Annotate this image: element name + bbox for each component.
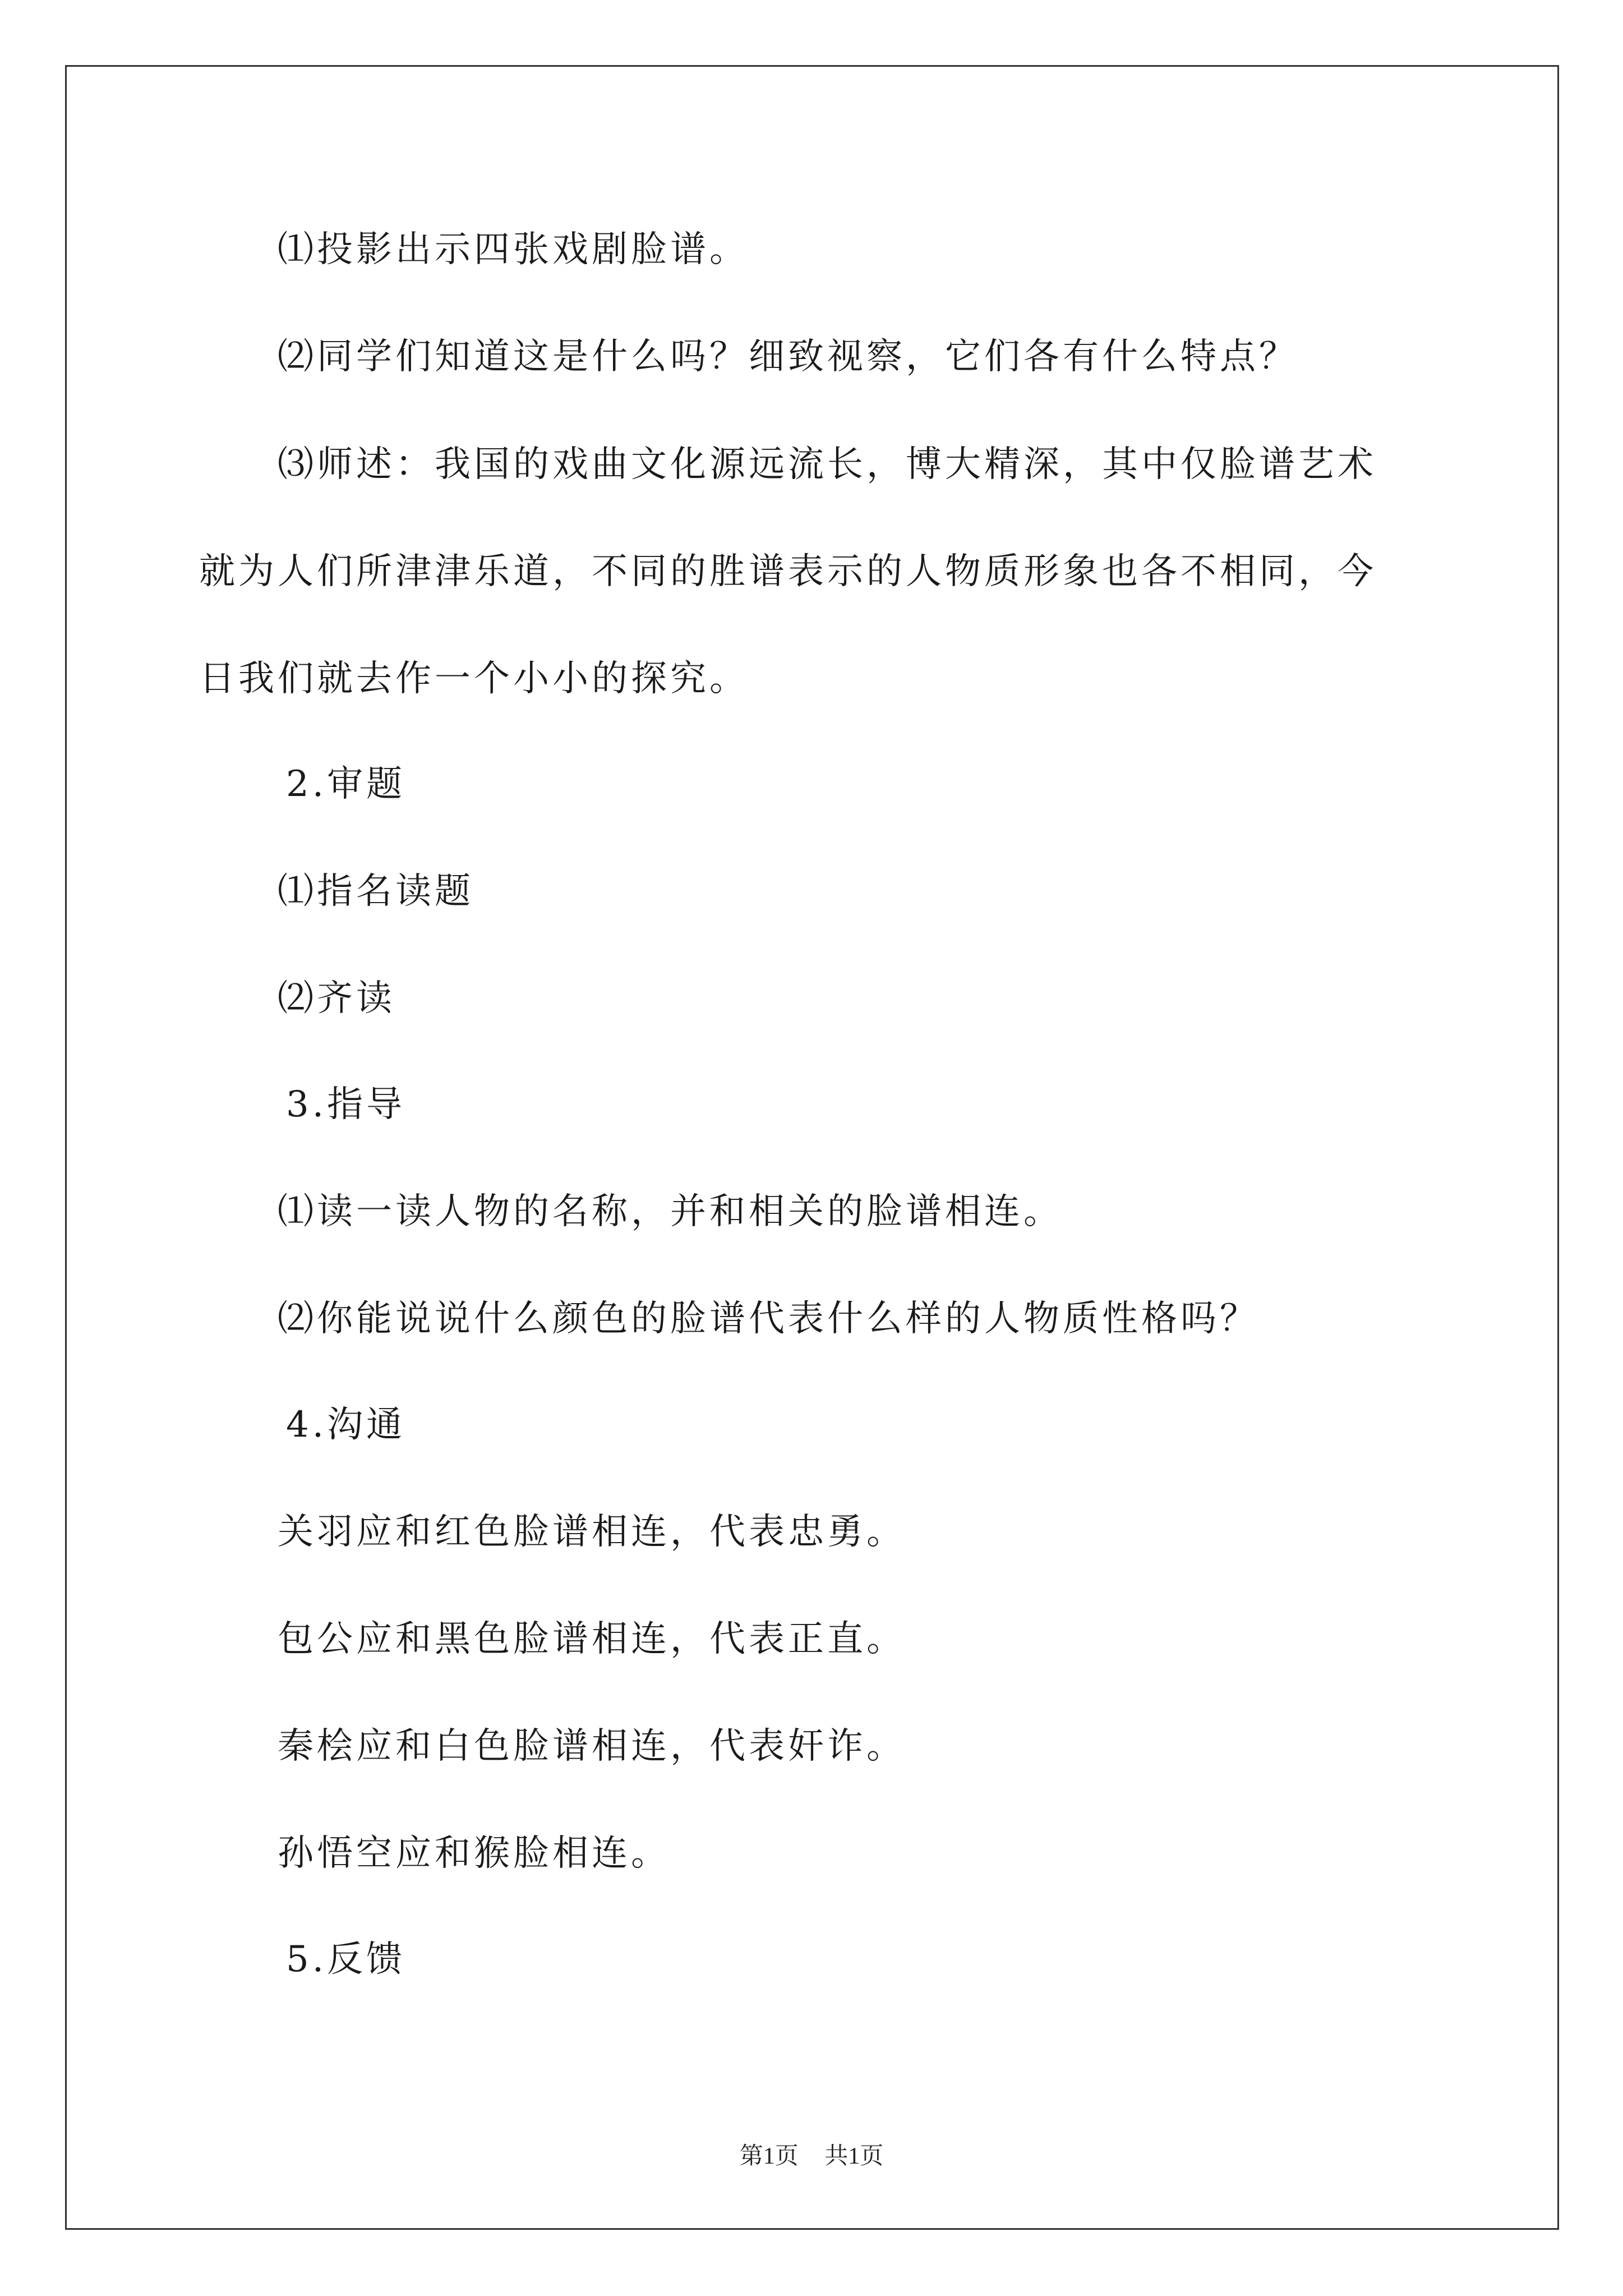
page-number-current: 第1页	[739, 2143, 799, 2169]
paragraph-10: 秦桧应和白色脸谱相连，代表奸诈。	[278, 1726, 906, 1767]
page-number-total: 共1页	[824, 2143, 884, 2169]
page-border	[65, 65, 1559, 2230]
paragraph-2: ⑵同学们知道这是什么吗？细致视察，它们各有什么特点？	[278, 336, 1298, 378]
paragraph-11: 孙悟空应和猴脸相连。	[278, 1833, 670, 1874]
paragraph-3-line-2: 就为人们所津津乐道，不同的胜谱表示的人物质形象也各不相同，今	[199, 551, 1377, 592]
section-heading-3: 3.指导	[286, 1084, 406, 1125]
paragraph-3-line-1: ⑶师述：我国的戏曲文化源远流长，博大精深，其中仅脸谱艺术	[278, 444, 1377, 485]
paragraph-5: ⑵齐读	[278, 978, 395, 1019]
paragraph-1: ⑴投影出示四张戏剧脸谱。	[278, 229, 749, 270]
page-footer	[0, 2137, 1623, 2171]
paragraph-3-line-3: 日我们就去作一个小小的探究。	[199, 658, 749, 700]
paragraph-8: 关羽应和红色脸谱相连，代表忠勇。	[278, 1511, 906, 1553]
section-heading-4: 4.沟通	[286, 1404, 406, 1446]
paragraph-6: ⑴读一读人物的名称，并和相关的脸谱相连。	[278, 1191, 1063, 1232]
paragraph-9: 包公应和黑色脸谱相连，代表正直。	[278, 1618, 906, 1660]
section-heading-2: 2.审题	[286, 763, 406, 805]
paragraph-4: ⑴指名读题	[278, 871, 474, 912]
section-heading-5: 5.反馈	[286, 1939, 406, 1980]
paragraph-7: ⑵你能说说什么颜色的脸谱代表什么样的人物质性格吗？	[278, 1298, 1259, 1340]
